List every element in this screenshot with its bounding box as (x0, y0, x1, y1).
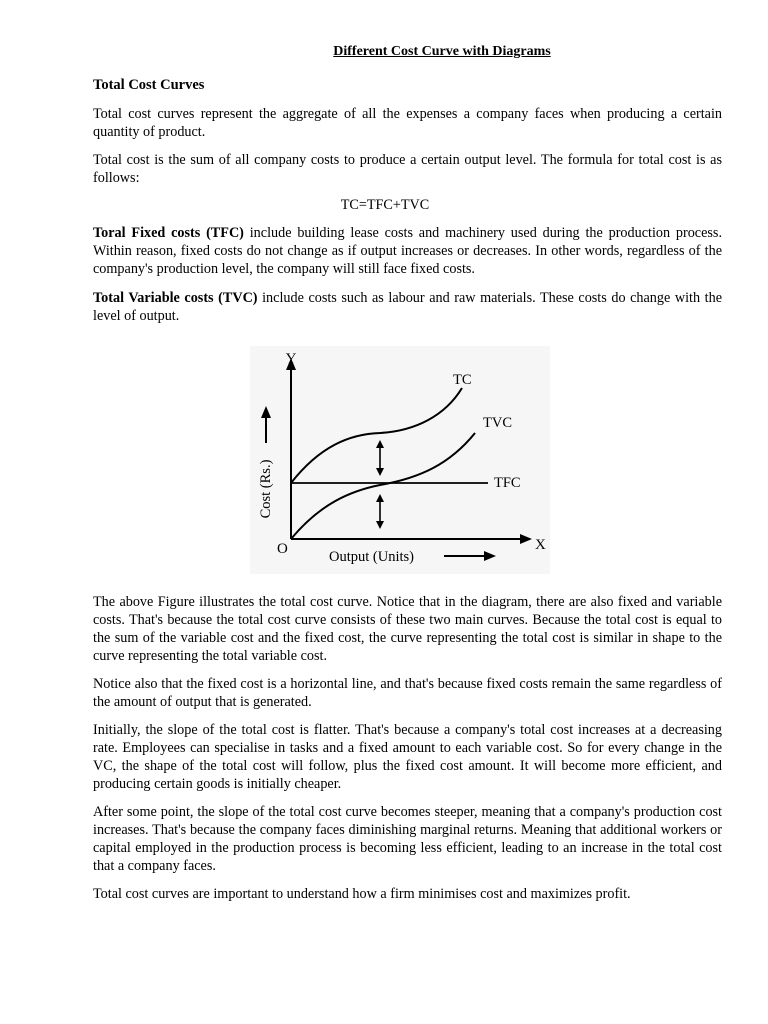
tfc-label: TFC (494, 475, 521, 491)
cost-curve-figure (250, 346, 550, 574)
x-axis-label: Output (Units) (329, 549, 414, 565)
tfc-term: Toral Fixed costs (TFC) (93, 225, 244, 241)
tfc-text: include building lease costs and machinery used during the production process. Within reason, fixed costs do not change as if output increases or decreases. In other words, regardless of the company's production level, the company will still face fixed costs. (93, 225, 722, 277)
section-heading: Total Cost Curves (93, 77, 205, 93)
formula: TC=TFC+TVC (340, 197, 430, 213)
y-axis-label: Cost (Rs.) (258, 459, 274, 519)
paragraph-slope-flatter: Initially, the slope of the total cost is flatter. That's because a company's total cost increases at a decreasing rate. Employees can specialise in tasks and a fixed amount to each variable cost. So for every change in the VC, the shape of the total cost will follow, plus the fixed cost amount. It will become more efficient, and producing certain goods is initially cheaper. (93, 722, 722, 792)
paragraph-tfc (93, 224, 722, 278)
page-title: Different Cost Curve with Diagrams (333, 44, 551, 59)
paragraph-fixed-cost: Notice also that the fixed cost is a horizontal line, and that's because fixed costs remain the same regardless of the amount of output that is generated. (93, 676, 722, 710)
paragraph-slope-steeper: After some point, the slope of the total cost curve becomes steeper, meaning that a company's production cost increases. That's because the company faces diminishing marginal returns. Meaning that additional workers or capital employed in the production process is becoming less efficient, leading to an increase in the total cost that a company faces. (93, 804, 722, 874)
paragraph-figure-explanation: The above Figure illustrates the total cost curve. Notice that in the diagram, there are also fixed and variable costs. That's because the total cost curve consists of these two main curves. Because the total cost is equal to the sum of the variable cost and the fixed cost, the curve representing the total cost is similar in shape to the curve representing the total variable cost. (93, 594, 722, 664)
tvc-term: Total Variable costs (TVC) (93, 290, 258, 306)
tc-label: TC (453, 372, 472, 388)
paragraph-total-cost: Total cost is the sum of all company costs to produce a certain output level. The formula for total cost is as follows: (93, 152, 722, 186)
y-axis-letter: Y (285, 351, 297, 367)
x-axis-letter: X (535, 537, 546, 553)
paragraph-conclusion: Total cost curves are important to understand how a firm minimises cost and maximizes profit. (93, 886, 631, 902)
paragraph-tvc (93, 289, 722, 325)
tvc-text: include costs such as labour and raw materials. These costs do change with the level of output. (93, 290, 722, 324)
paragraph-intro: Total cost curves represent the aggregate of all the expenses a company faces when producing a certain quantity of product. (93, 106, 722, 140)
tvc-label: TVC (483, 415, 512, 431)
origin-label: O (277, 541, 288, 557)
